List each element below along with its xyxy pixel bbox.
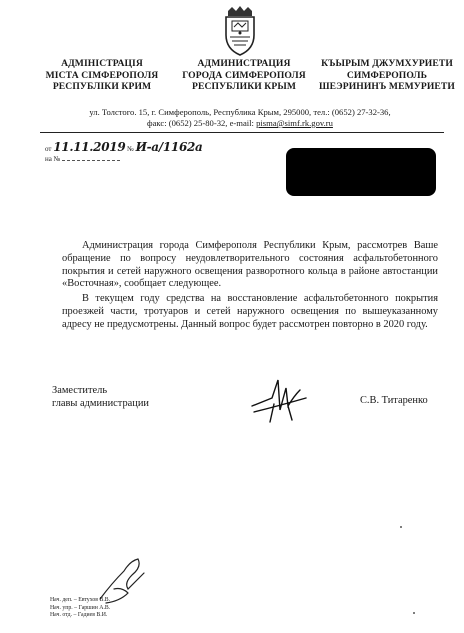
city-emblem-icon — [222, 5, 258, 57]
visa-line: Нач. деп. – Евтухов В.В. — [50, 597, 111, 603]
visa-line: Нач. отд. – Гадиев В.И. — [50, 612, 108, 619]
number-label: № — [127, 145, 134, 153]
letter-number: И-а/1162а — [135, 140, 203, 154]
redacted-recipient — [286, 148, 436, 196]
to-label: на № — [45, 155, 61, 163]
incoming-number-blank — [62, 154, 120, 161]
scan-speck — [400, 526, 402, 528]
header-ua-line: АДМІНІСТРАЦІЯ — [61, 58, 143, 69]
visa-line: Нач. упр. – Гаршин А.В. — [50, 604, 111, 611]
header-ukrainian — [38, 58, 166, 93]
incoming-reference — [45, 154, 120, 163]
handwritten-signature — [248, 376, 310, 424]
header-divider — [40, 132, 444, 133]
signatory-title-line: Заместитель — [52, 385, 108, 396]
signatory-title-line: главы администрации — [52, 398, 149, 409]
header-crh-line: СИМФЕРОПОЛЬ — [346, 69, 428, 81]
header-russian — [176, 58, 312, 93]
contact-line — [40, 118, 440, 129]
signatory-name: С.В. Титаренко — [360, 395, 428, 406]
scan-speck — [413, 612, 415, 614]
email-link[interactable]: pisma@simf.rk.gov.ru — [256, 118, 333, 128]
signatory-title — [52, 384, 149, 410]
header-ru-line: РЕСПУБЛИКИ КРЫМ — [191, 81, 296, 93]
header-ua-line: РЕСПУБЛІКИ КРИМ — [52, 81, 152, 93]
header-crh-line: ШЕЭРИНИНЪ МЕМУРИЕТИ — [319, 81, 455, 93]
letter-date: 11.11.2019 — [53, 140, 126, 154]
address-line: ул. Толстого. 15, г. Симферополь, Республика Крым, 295000, тел.: (0652) 27-32-36, — [89, 107, 391, 117]
body-paragraph: Администрация города Симферополя Республики Крым, рассмотрев Ваше обращение по вопросу неудовлетворительного состояния асфальтобетонного покрытия и сетей наружного освещения разворотного кольца в районе автостанции «Восточная», сообщает следующее. — [62, 240, 438, 290]
body-paragraph: В текущем году средства на восстановление асфальтобетонного покрытия проезжей части, тротуаров и сетей наружного освещения по вышеуказанному адресу не предусмотрены. Данный вопрос будет рассмотрен повторно в 2020 году. — [62, 293, 438, 330]
approval-visas — [50, 597, 110, 620]
from-label: от — [45, 145, 52, 153]
header-ru-line: ГОРОДА СИМФЕРОПОЛЯ — [182, 69, 306, 81]
fax-label: факс: (0652) 25-80-32, e-mail: — [147, 118, 254, 128]
header-ru-line: АДМИНИСТРАЦИЯ — [197, 58, 291, 69]
header-crh-line: КЪЫРЫМ ДЖУМХУРИЕТИ — [321, 58, 453, 69]
header-ua-line: МІСТА СІМФЕРОПОЛЯ — [45, 69, 159, 81]
outgoing-reference — [45, 140, 203, 154]
header-crimean-tatar — [317, 58, 457, 93]
